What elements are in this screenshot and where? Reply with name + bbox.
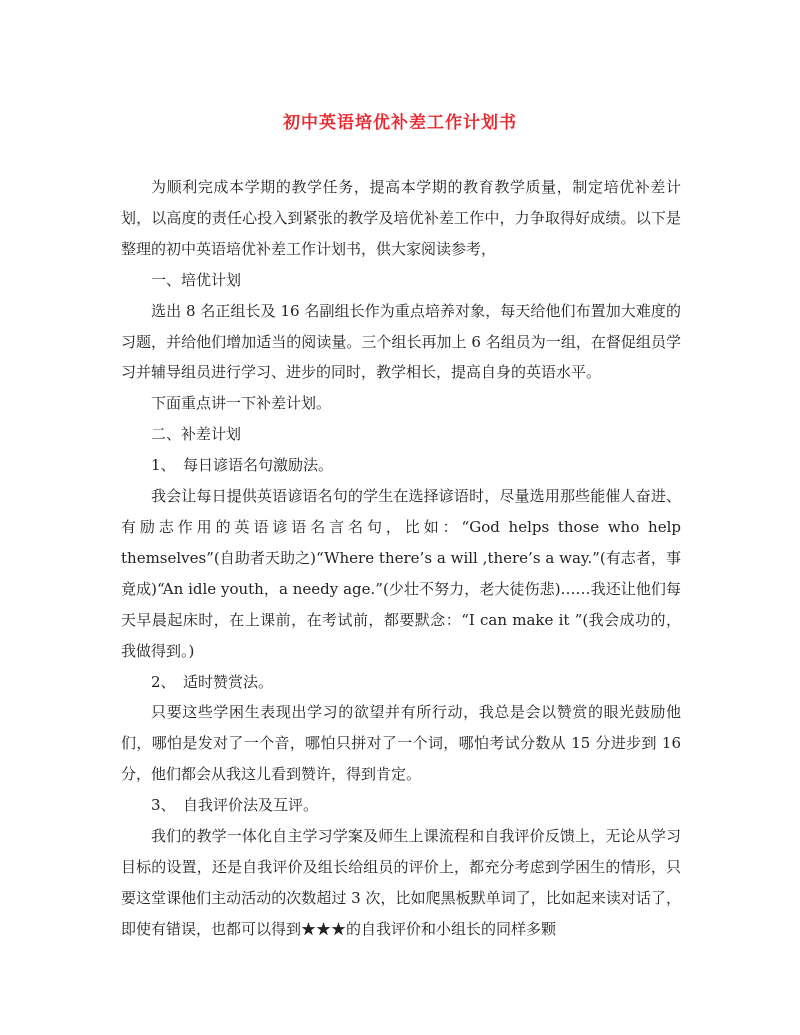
paragraph-peiyou: 选出 8 名正组长及 16 名副组长作为重点培养对象，每天给他们布置加大难度的习题，并给他们增加适当的阅读量。三个组长再加上 6 名组员为一组，在督促组员学习并辅导组员进行学习、进步的同时，教学相长，提高自身的英语水平。	[121, 301, 681, 382]
paragraph-intro: 为顺利完成本学期的教学任务，提高本学期的教育教学质量，制定培优补差计划，以高度的责任心投入到紧张的教学及培优补差工作中，力争取得好成绩。以下是整理的初中英语培优补差工作计划书，供大家阅读参考，	[121, 178, 681, 258]
document-title: 初中英语培优补差工作计划书	[283, 113, 517, 133]
item-3-heading: 3、 自我评价法及互评。	[151, 796, 319, 815]
paragraph-self-evaluation: 我们的教学一体化自主学习学案及师生上课流程和自我评价反馈上，无论从学习目标的设置，还是自我评价及组长给组员的评价上，都充分考虑到学困生的情形，只要这堂课他们主动活动的次数超过 3 次，比如爬黑板默单词了，比如起来读对话了，即使有错误，也都可以得到★★★的自我评价和小组长的同样多颗	[121, 827, 681, 938]
paragraph-proverbs: 我会让每日提供英语谚语名句的学生在选择谚语时，尽量选用那些能催人奋进、有励志作用的英语谚语名言名句，比如：“God helps those who help themselves”(自助者天助之)“Where there’s a will ,there’s a way.”(有志者，事竟成)“An idle youth，a needy age.”(少壮不努力，老大徒伤悲)……我还让他们每天早晨起床时，在上课前，在考试前，都要默念：“I can make it ”(我会成功的，我做得到。)	[121, 487, 681, 660]
item-1-heading: 1、 每日谚语名句激励法。	[151, 456, 334, 475]
heading-buchai-plan: 二、补差计划	[151, 425, 242, 444]
heading-peiyou-plan: 一、培优计划	[151, 270, 242, 289]
document-body	[121, 172, 681, 945]
paragraph-praise: 只要这些学困生表现出学习的欲望并有所行动，我总是会以赞赏的眼光鼓励他们，哪怕是发对了一个音，哪怕只拼对了一个词，哪怕考试分数从 15 分进步到 16 分，他们都会从我这儿看到赞许，得到肯定。	[121, 703, 681, 784]
paragraph-transition: 下面重点讲一下补差计划。	[151, 394, 332, 413]
item-2-heading: 2、 适时赞赏法。	[151, 672, 274, 691]
